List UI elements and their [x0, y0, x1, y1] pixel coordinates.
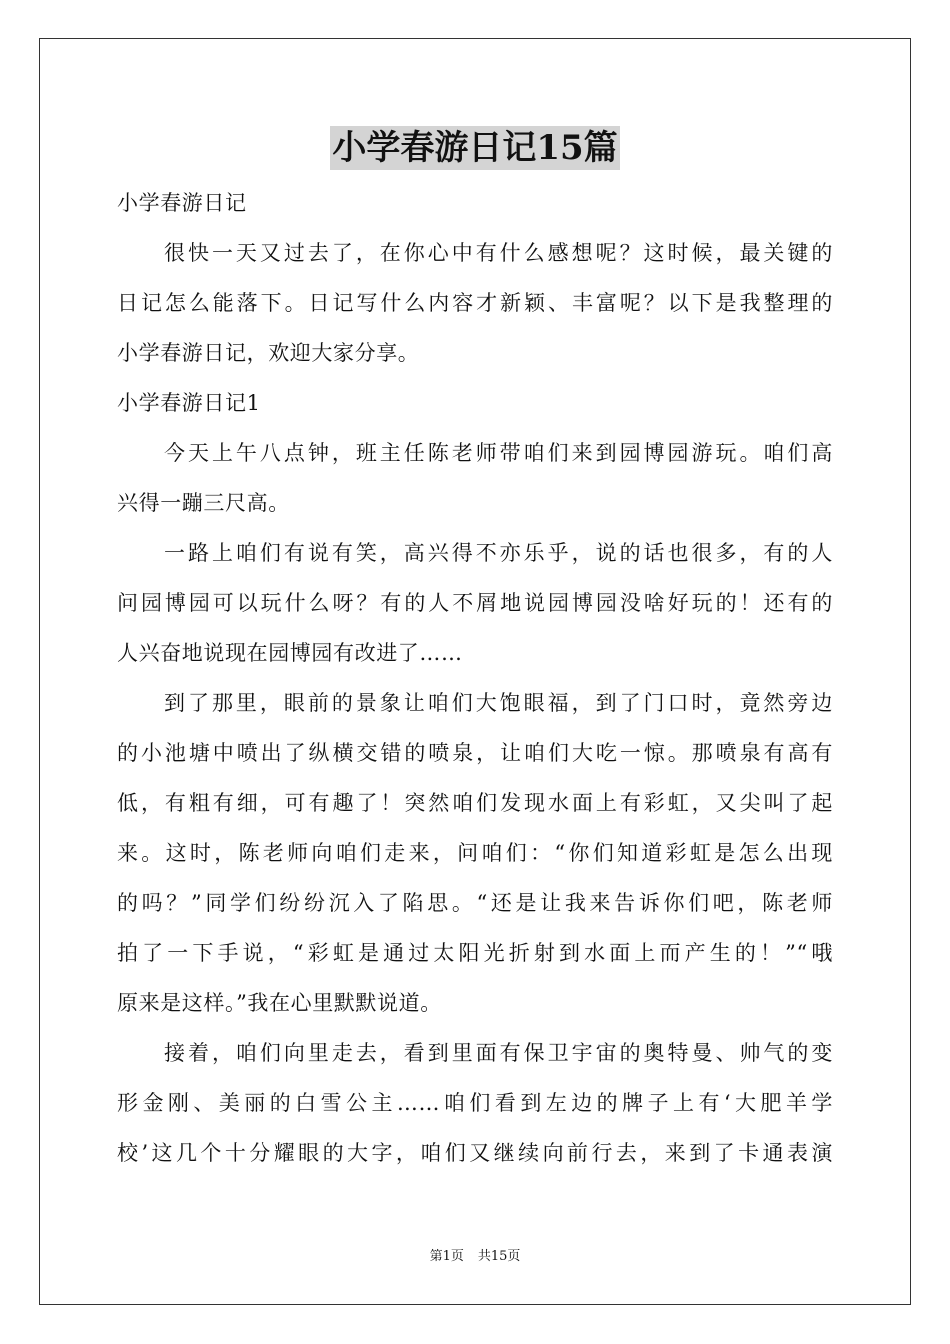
paragraph-line: 兴得一蹦三尺高。	[117, 491, 290, 515]
paragraph-line: 原来是这样。”我在心里默默说道。	[117, 991, 442, 1015]
paragraph-line: 接着，咱们向里走去，看到里面有保卫宇宙的奥特曼、帅气的变	[164, 1041, 833, 1065]
title-container	[0, 126, 950, 170]
page-number-total: 共15页	[477, 1249, 521, 1264]
paragraph-line: 的小池塘中喷出了纵横交错的喷泉，让咱们大吃一惊。那喷泉有高有	[117, 741, 833, 765]
paragraph-line: 问园博园可以玩什么呀？有的人不屑地说园博园没啥好玩的！还有的	[117, 591, 833, 615]
paragraph-line: 形金刚、美丽的白雪公主……咱们看到左边的牌子上有‘大肥羊学	[117, 1091, 833, 1115]
paragraph-line: 今天上午八点钟，班主任陈老师带咱们来到园博园游玩。咱们高	[164, 441, 833, 465]
paragraph-line: 到了那里，眼前的景象让咱们大饱眼福，到了门口时，竟然旁边	[164, 691, 833, 715]
paragraph-line: 很快一天又过去了，在你心中有什么感想呢？这时候，最关键的	[164, 241, 833, 265]
document-body	[117, 178, 833, 1178]
paragraph-line: 日记怎么能落下。日记写什么内容才新颖、丰富呢？以下是我整理的	[117, 291, 833, 315]
paragraph-line: 人兴奋地说现在园博园有改进了……	[117, 641, 463, 665]
page-footer	[0, 1248, 950, 1266]
paragraph-line: 低，有粗有细，可有趣了！突然咱们发现水面上有彩虹，又尖叫了起	[117, 791, 833, 815]
paragraph-line: 一路上咱们有说有笑，高兴得不亦乐乎，说的话也很多，有的人	[164, 541, 833, 565]
paragraph-line: 拍了一下手说，“彩虹是通过太阳光折射到水面上而产生的！”“哦	[117, 941, 833, 965]
paragraph-line: 来。这时，陈老师向咱们走来，问咱们：“你们知道彩虹是怎么出现	[117, 841, 833, 865]
paragraph-line: 小学春游日记，欢迎大家分享。	[117, 341, 420, 365]
paragraph-line: 的吗？”同学们纷纷沉入了陷思。“还是让我来告诉你们吧，陈老师	[117, 891, 833, 915]
section-heading: 小学春游日记	[117, 191, 247, 215]
document-title: 小学春游日记15篇	[332, 128, 618, 168]
page-number-current: 第1页	[429, 1249, 464, 1264]
paragraph-line: 校’这几个十分耀眼的大字，咱们又继续向前行去，来到了卡通表演	[117, 1141, 833, 1165]
section-heading: 小学春游日记1	[117, 391, 261, 415]
